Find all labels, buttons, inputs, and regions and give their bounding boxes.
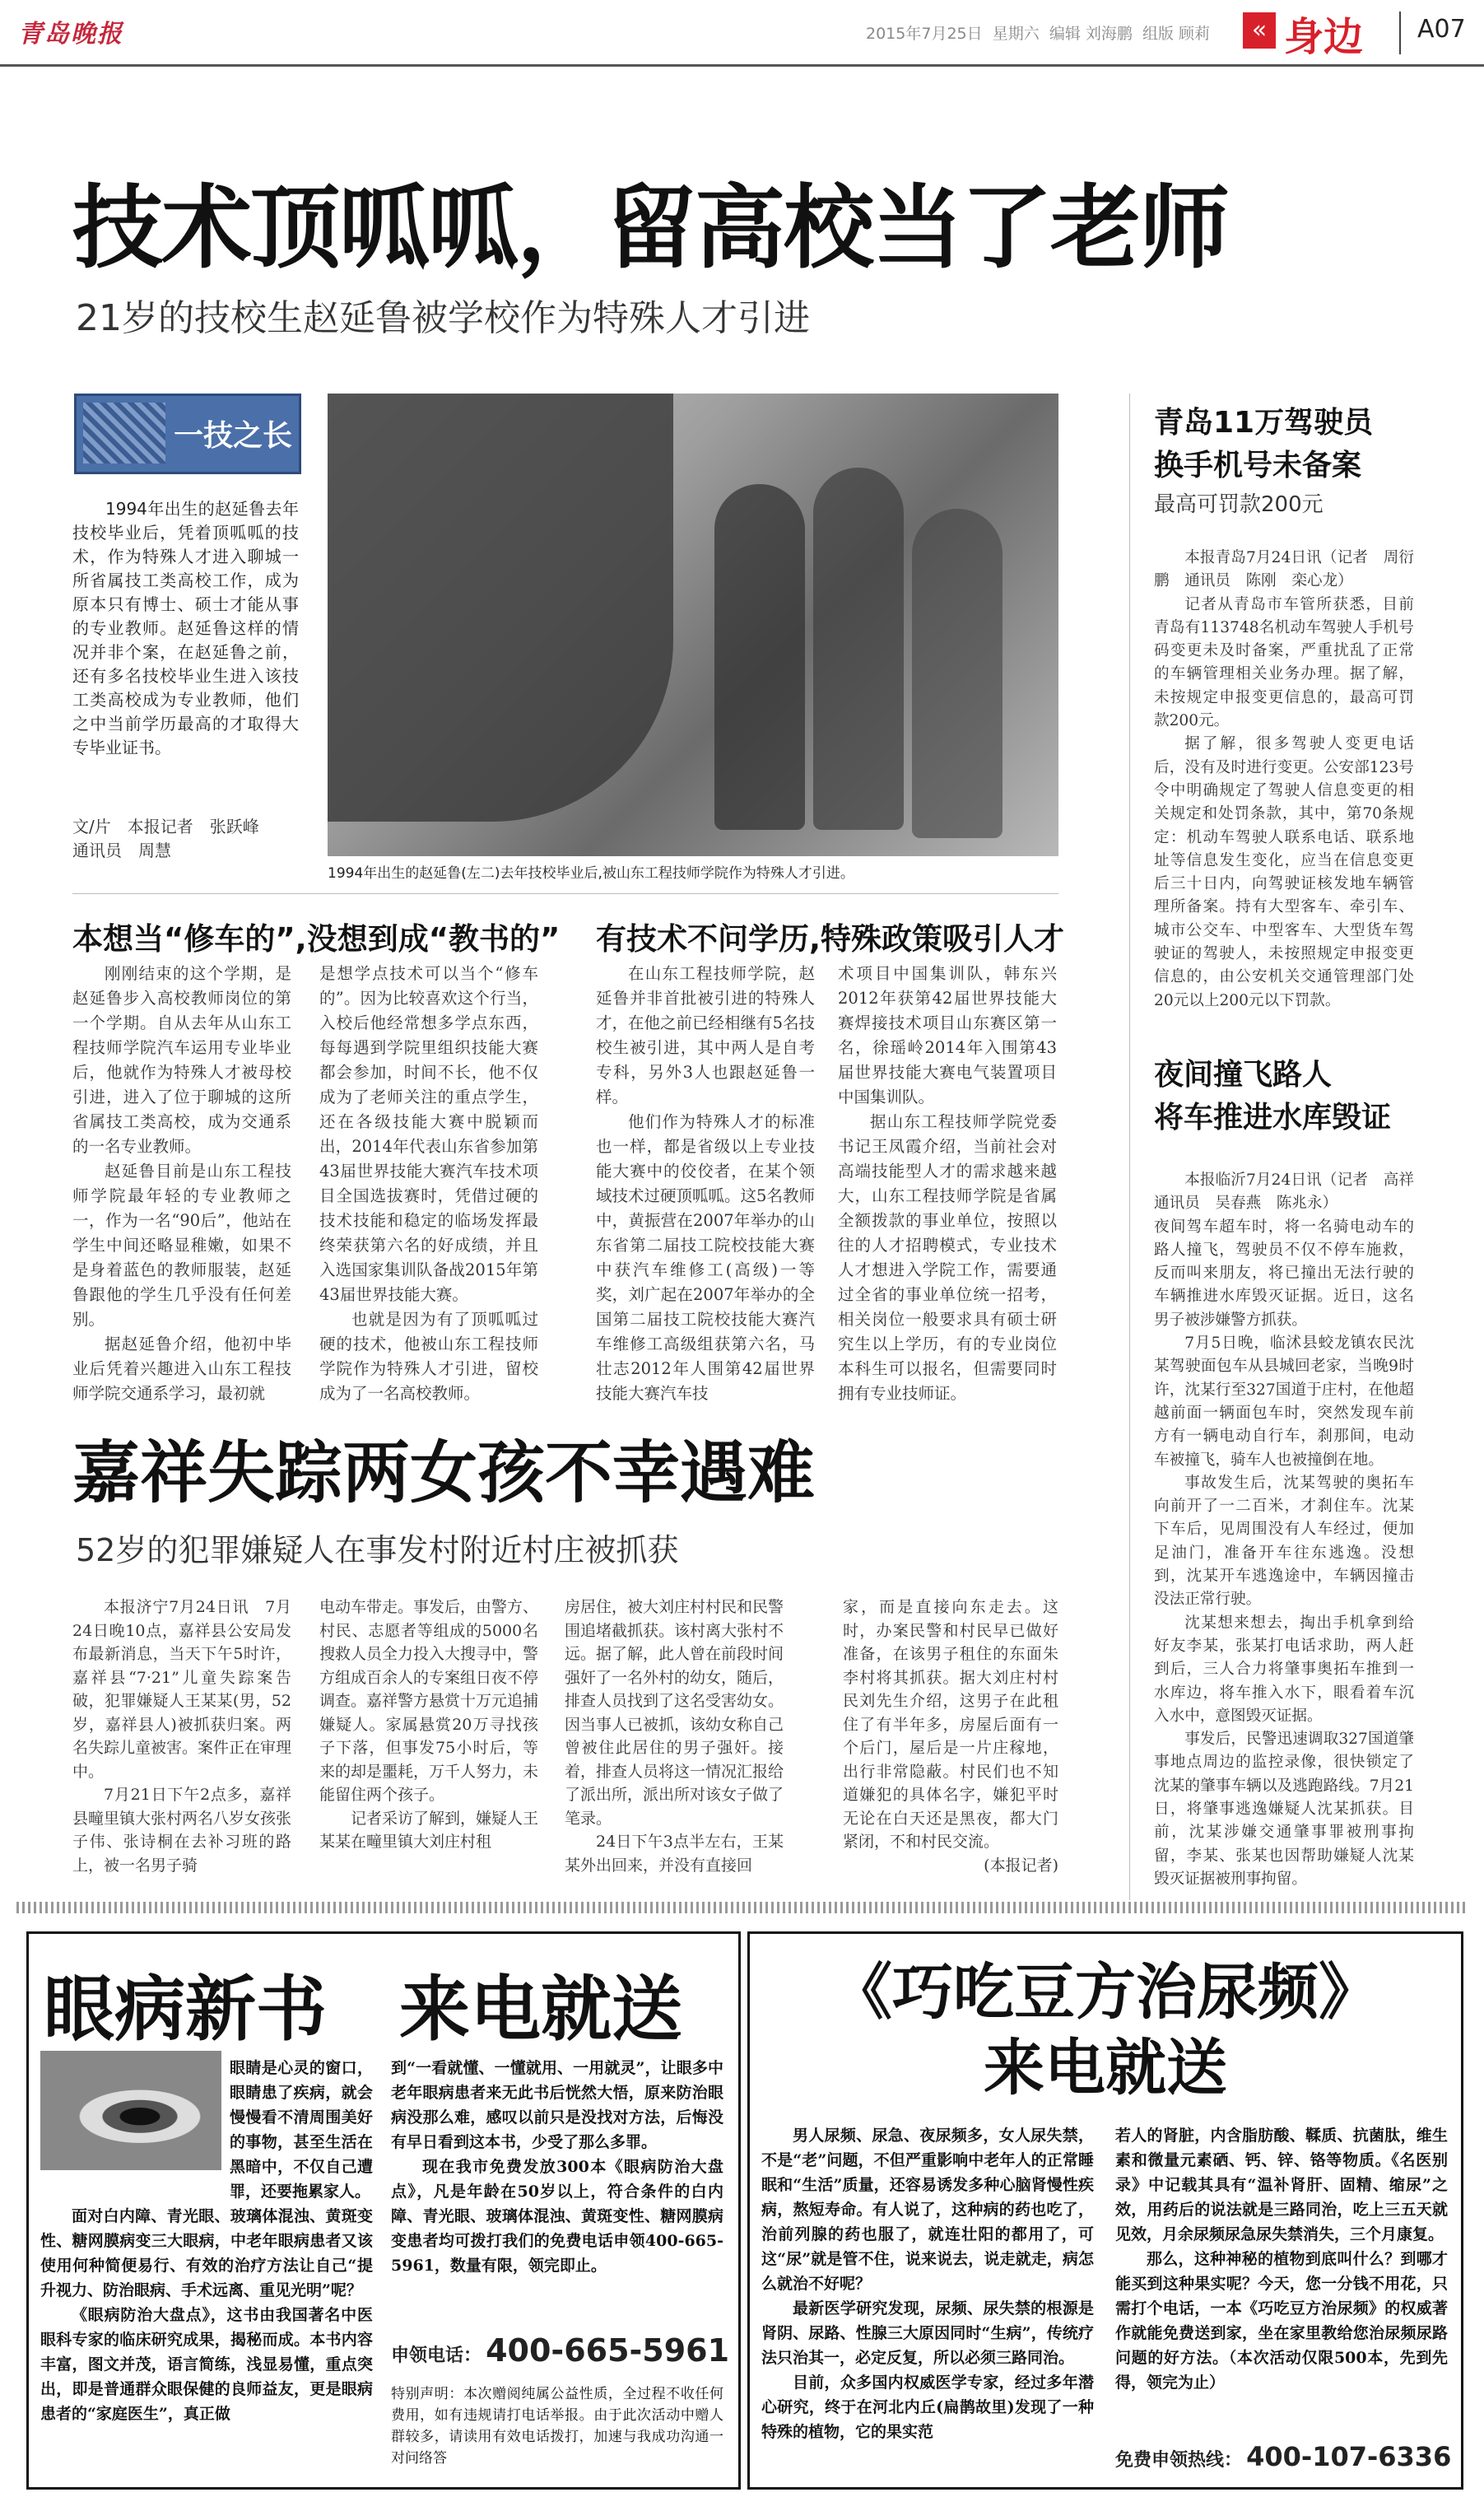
car-body — [328, 394, 673, 822]
date-text: 2015年7月25日 — [866, 25, 983, 43]
story1-byline — [72, 815, 259, 863]
col-paragraph: 是想学点技术可以当个“修车的”。因为比较喜欢这个行当，入校后他经常想多学点东西，每每遇到学院里组织技能大赛都会参加，时间不长，他不仅成为了老师关注的重点学生，还在各级技能大赛中脱颖而出，2014年代表山东省参加第43届世界技能大赛汽车技术项目全国选拔赛时，凭借过硬的技术技能和稳定的临场发挥最终荣获第六名的好成绩，并且入选国家集训队备战2015年第43届世界技能大赛。 — [319, 964, 538, 1304]
person-silhouette — [813, 468, 904, 830]
col-paragraph: 刚刚结束的这个学期，是赵延鲁步入高校教师岗位的第一个学期。自从去年从山东工程技师学院汽车运用专业毕业后，他就作为特殊人才被母校引进，进入了位于聊城的这所省属技工类高校，成为交通系的一名专业教师。 — [72, 964, 291, 1156]
ad1-hotline-number: 400-665-5961 — [486, 2332, 730, 2369]
ad1-paragraph: 《眼病防治大盘点》，这书由我国著名中医眼科专家的临床研究成果，揭秘而成。本书内容丰富，图文并茂，语言简练，浅显易懂，重点突出，即是普通群众眼保健的良师益友，更是眼病患者的“家庭医生”，真正做 — [40, 2306, 373, 2423]
story1-col-1 — [72, 962, 291, 1406]
page-number: A07 — [1417, 15, 1466, 44]
badge-label: 一技之长 — [174, 419, 293, 453]
col-paragraph: 电动车带走。事发后，由警方、村民、志愿者等组成的5000名搜救人员全力投入大搜寻中，警方组成百余人的专案组日夜不停调查。嘉祥警方悬赏十万元追捕嫌疑人。家属悬赏20万寻找孩子下落，但事发75小时后，等来的却是噩耗，万千人努力，未能留住两个孩子。 — [319, 1598, 539, 1804]
masthead-divider — [1399, 12, 1401, 54]
sidebar2-title-line-1: 夜间撞飞路人 — [1154, 1058, 1333, 1092]
col-paragraph: 本报济宁7月24日讯 7月24日晚10点，嘉祥县公安局发布最新消息，当天下午5时许，嘉祥县“7·21”儿童失踪案告破，犯罪嫌疑人王某某(男，52岁，嘉祥县人)被抓获归案。两名失踪儿童被害。案件正在审理中。 — [72, 1598, 292, 1781]
ad2-title-line-1: 《巧吃豆方治尿频》 — [831, 1957, 1379, 2028]
sidebar1-body — [1154, 547, 1414, 1013]
ad1-title-right: 来电就送 — [399, 1968, 682, 2051]
col-paragraph: 术项目中国集训队，韩东兴2012年获第42届世界技能大赛焊接技术项目山东赛区第一名，徐瑶岭2014年入围第43届世界技能大赛电气装置项目中国集训队。 — [838, 964, 1057, 1106]
ad-eye-book — [26, 1931, 741, 2490]
sidebar1-paragraph: 本报青岛7月24日讯（记者 周衍鹏 通讯员 陈刚 栾心龙） — [1154, 549, 1414, 590]
ad2-paragraph: 若人的肾脏，内含脂肪酸、鞣质、抗菌肽，维生素和微量元素硒、钙、锌、铬等物质。《名医别录》中记载其具有“温补肾肝、固精、缩尿”之效，用药后的说法就是三路同治，吃上三五天就见效，月余尿频尿急尿失禁消失，三个月康复。 — [1115, 2127, 1448, 2243]
sidebar-divider — [1129, 394, 1130, 1900]
ad2-title-line-2: 来电就送 — [984, 2033, 1227, 2103]
col-paragraph: 记者采访了解到，嫌疑人王某某在疃里镇大刘庄村租 — [319, 1809, 539, 1851]
ad2-paragraph: 那么，这种神秘的植物到底叫什么？到哪才能买到这种果实呢？今天，您一分钱不用花，只需打个电话，一本《巧吃豆方治尿频》的权威著作就能免费送到家，坐在家里教给您治尿频尿路问题的好方法。（本次活动仅限500本，先到先得，领完为止） — [1115, 2250, 1448, 2392]
col-paragraph: 24日下午3点半左右，王某某外出回来，并没有直接回 — [565, 1833, 784, 1875]
ad2-paragraph: 最新医学研究发现，尿频、尿失禁的根源是肾阴、尿路、性腺三大原因同时“生病”，传统疗法只治其一，必定反复，所以必须三路同治。 — [761, 2299, 1094, 2367]
ad1-paragraph: 面对白内障、青光眼、玻璃体混浊、黄斑变性、糖网膜病变三大眼病，中老年眼病患者又该使用何种简便易行、有效的治疗方法让自己“提升视力、防治眼病、手术远离、重见光明”呢？ — [40, 2207, 373, 2299]
byline-line-2: 通讯员 周慧 — [72, 841, 171, 860]
story2-col-4 — [843, 1596, 1058, 1877]
col-paragraph: 据山东工程技师学院党委书记王凤霞介绍，当前社会对高端技能型人才的需求越来越大，山东工程技师学院是省属全额拨款的事业单位，按照以往的人才招聘模式，专业技术人才想进入学院工作，需要通过全省的事业单位统一招考，相关岗位一般要求具有硕士研究生以上学历，有的专业岗位本科生可以报名，但需要同时拥有专业技师证。 — [838, 1112, 1057, 1403]
ad1-paragraph: 现在我市免费发放300本《眼病防治大盘点》，凡是年龄在50岁以上，符合条件的白内障、青光眼、玻璃体混浊、黄斑变性、糖网膜病变患者均可拨打我们的免费电话申领400-665-5961，数量有限，领完即止。 — [391, 2158, 723, 2275]
sidebar2-paragraph: 夜间驾车超车时，将一名骑电动车的路人撞飞，驾驶员不仅不停车施救，反而叫来朋友，将已撞出无法行驶的车辆推进水库毁灭证据。近日，这名男子被涉嫌警方抓获。 — [1154, 1218, 1414, 1329]
ad1-hotline — [391, 2332, 729, 2369]
story1-subheadline: 21岁的技校生赵延鲁被学校作为特殊人才引进 — [76, 297, 810, 339]
sidebar1-subtitle: 最高可罚款200元 — [1154, 492, 1324, 517]
ad1-notice-text: 特别声明：本次赠阅纯属公益性质，全过程不收任何费用，如有违规请打电话举报。由于此次活动中赠人群较多，请读用有效电话拨打，加速与我成功沟通一对问络答 — [391, 2386, 723, 2467]
col-paragraph: 家，而是直接向东走去。这时，办案民警和村民早已做好准备，在该男子租住的东面朱李村将其抓获。据大刘庄村村民刘先生介绍，这男子在此租住了有半年多，房屋后面有一个后门，屋后是一片庄稼地，出行非常隐蔽。村民们也不知道嫌犯的具体名字，嫌犯平时无论在白天还是黑夜，都大门紧闭，不和村民交流。 — [843, 1598, 1058, 1851]
ad1-col-2 — [391, 2056, 723, 2278]
ad1-notice — [391, 2383, 723, 2469]
masthead — [0, 0, 1484, 91]
story1-intro — [72, 497, 299, 760]
ad1-col-1 — [40, 2056, 373, 2426]
col-paragraph: 也就是因为有了顶呱呱过硬的技术，他被山东工程技师学院作为特殊人才引进，留校成为了一名高校教师。 — [319, 1310, 538, 1403]
section-chevron-icon: « — [1243, 12, 1276, 49]
col-paragraph: 房居住，被大刘庄村村民和民警围追堵截抓获。该村离大张村不远。据了解，此人曾在前段时间强奸了一名外村的幼女，随后，排查人员找到了这名受害幼女。因当事人已被抓，该幼女称自己曾被住此居住的男子强奸。接着，排查人员将这一情况汇报给了派出所，派出所对该女子做了笔录。 — [565, 1598, 784, 1828]
col-paragraph: 在山东工程技师学院，赵延鲁并非首批被引进的特殊人才，在他之前已经相继有5名技校生被引进，其中两人是自考专科，另外3人也跟赵延鲁一样。 — [596, 964, 815, 1106]
sidebar2-body — [1154, 1169, 1430, 1891]
ad2-col-2 — [1115, 2123, 1448, 2395]
col-paragraph: 他们作为特殊人才的标准也一样，都是省级以上专业技能大赛中的佼佼者，在某个领域技术过硬顶呱呱。这5名教师中，黄振营在2007年举办的山东省第二届技工院校技能大赛中获汽车维修工(高级)一等奖，刘广起在2007年举办的全国第二届技工院校技能大赛汽车维修工高级组获第六名，马壮志2012年人围第42届世界技能大赛汽车技 — [596, 1112, 815, 1403]
sidebar1-paragraph: 据了解，很多驾驶人变更电话后，没有及时进行变更。公安部123号令中明确规定了驾驶人信息变更的相关规定和处罚条款，其中，第70条规定：机动车驾驶人联系电话、联系地址等信息发生变化，应当在信息变更后三十日内，向驾驶证核发地车辆管理所备案。持有大型客车、牵引车、城市公交车、中型客车、大型货车驾驶证的驾驶人，未按照规定申报变更信息的，由公安机关交通管理部门处20元以上200元以下罚款。 — [1154, 735, 1414, 1009]
sidebar1-paragraph: 记者从青岛市车管所获悉，目前青岛有113748名机动车驾驶人手机号码变更未及时备案，严重扰乱了正常的车辆管理相关业务办理。据了解，未按规定申报变更信息的，最高可罚款200元。 — [1154, 595, 1414, 730]
issue-date — [866, 21, 1210, 44]
weekday-text: 星期六 — [992, 25, 1040, 43]
sidebar1-title-line-2: 换手机号未备案 — [1154, 449, 1362, 482]
ad1-title-left: 眼病新书 — [44, 1968, 327, 2051]
ad-urinary-book — [747, 1931, 1463, 2490]
person-silhouette — [714, 484, 805, 830]
ad1-paragraph: 眼睛是心灵的窗口，眼睛患了疾病，就会慢慢看不清周围美好的事物，甚至生活在黑暗中，不仅自己遭罪，还要拖累家人。 — [230, 2059, 373, 2201]
ad1-paragraph: 到“一看就懂、一懂就用、一用就灵”，让眼多中老年眼病患者来无此书后恍然大悟，原来防治眼病没那么难，感叹以前只是没找对方法，后悔没有早日看到这本书，少受了那么多罪。 — [391, 2059, 723, 2151]
ad2-paragraph: 目前，众多国内权威医学专家，经过多年潜心研究，终于在河北内丘(扁鹊故里)发现了一种特殊的植物，它的果实范 — [761, 2374, 1094, 2441]
ad2-col-1 — [761, 2123, 1094, 2444]
story1-col-3 — [596, 962, 815, 1406]
section-name: 身边 — [1284, 14, 1364, 60]
sidebar2-paragraph: 7月5日晚，临沭县蛟龙镇农民沈某驾驶面包车从县城回老家，当晚9时许，沈某行至327国道于庄村，在他超越前面一辆面包车时，突然发现车前方有一辆电动自行车，刹那间，电动车被撞飞，骑车人也被撞倒在地。 — [1154, 1335, 1414, 1469]
sidebar2-title — [1154, 1054, 1391, 1139]
paper-logo: 青岛晚报 — [18, 20, 123, 49]
sidebar2-paragraph: 沈某想来想去，掏出手机拿到给好友李某，张某打电话求助，两人赶到后，三人合力将肇事奥拓车推到一水库边，将车推入水下，眼看着车沉入水中，意图毁灭证据。 — [1154, 1614, 1414, 1725]
story1-col-2 — [319, 962, 538, 1406]
byline-line-1: 文/片 本报记者 张跃峰 — [72, 817, 259, 836]
sidebar2-paragraph: 事故发生后，沈某驾驶的奥拓车向前开了一二百米，才刹住车。沈某下车后，见周围没有人车经过，便加足油门，准备开车往东逃逸。没想到，沈某开车逃逸途中，车辆因撞击没法正常行驶。 — [1154, 1474, 1414, 1609]
intro-paragraph: 1994年出生的赵延鲁去年技校毕业后，凭着顶呱呱的技术，作为特殊人才进入聊城一所省属技工类高校工作，成为原本只有博士、硕士才能从事的专业教师。赵延鲁这样的情况并非个案，在赵延鲁之前，还有多名技校毕业生进入该技工类高校成为专业教师，他们之中当前学历最高的才取得大专毕业证书。 — [72, 499, 299, 757]
story2-col-1 — [72, 1596, 291, 1877]
badge-pattern — [83, 403, 165, 464]
story2-subheadline: 52岁的犯罪嫌疑人在事发村附近村庄被抓获 — [76, 1532, 679, 1568]
col-paragraph: 赵延鲁目前是山东工程技师学院最年轻的专业教师之一，作为一名“90后”，他站在学生中间还略显稚嫩，如果不是身着蓝色的教师服装，赵延鲁跟他的学生几乎没有任何差别。 — [72, 1162, 291, 1329]
layout-text: 组版 顾莉 — [1142, 25, 1211, 43]
ad2-hotline — [1115, 2441, 1451, 2472]
person-silhouette — [912, 509, 1003, 838]
sidebar1-title-line-1: 青岛11万驾驶员 — [1154, 406, 1374, 440]
sidebar2-paragraph: 本报临沂7月24日讯（记者 高祥 通讯员 吴春燕 陈兆永） — [1154, 1172, 1430, 1213]
col-paragraph: 据赵延鲁介绍，他初中毕业后凭着兴趣进入山东工程技师学院交通系学习，最初就 — [72, 1335, 291, 1403]
story2-headline: 嘉祥失踪两女孩不幸遇难 — [72, 1434, 816, 1512]
story2-col-3 — [565, 1596, 784, 1877]
story2-signoff: (本报记者) — [984, 1856, 1058, 1875]
editor-text: 编辑 刘海鹏 — [1049, 25, 1133, 43]
sidebar2-title-line-2: 将车推进水库毁证 — [1154, 1101, 1392, 1134]
col-paragraph: 7月21日下午2点多，嘉祥县疃里镇大张村两名八岁女孩张子伟、张诗桐在去补习班的路上，被一名男子骑 — [72, 1786, 292, 1875]
story1-divider — [72, 893, 1058, 894]
story1-headline: 技术顶呱呱，留高校当了老师 — [72, 175, 1228, 281]
sidebar2-paragraph: 事发后，民警迅速调取327国道肇事地点周边的监控录像，很快锁定了沈某的肇事车辆以及逃跑路线。7月21日，将肇事逃逸嫌疑人沈某抓获。目前，沈某涉嫌交通肇事罪被刑事拘留，李某、张某也因帮助嫌疑人沈某毁灭证据被刑事拘留。 — [1154, 1731, 1414, 1888]
masthead-rule — [0, 64, 1484, 67]
ads-separator — [16, 1902, 1465, 1913]
ad2-hotline-number: 400-107-6336 — [1246, 2441, 1452, 2472]
story1-photo — [328, 394, 1058, 856]
skill-badge — [74, 394, 301, 474]
ad2-hotline-label: 免费申领热线： — [1115, 2450, 1243, 2471]
story2-col-2 — [319, 1596, 538, 1854]
section-a-title: 本想当“修车的”,没想到成“教书的” — [72, 921, 561, 957]
photo-caption: 1994年出生的赵延鲁(左二)去年技校毕业后,被山东工程技师学院作为特殊人才引进。 — [328, 865, 854, 882]
ad1-hotline-label: 申领电话： — [391, 2346, 482, 2366]
story1-col-4 — [838, 962, 1057, 1406]
ad2-paragraph: 男人尿频、尿急、夜尿频多，女人尿失禁，不是“老”问题，不但严重影响中老年人的正常睡眠和“生活”质量，还容易诱发多种心脑肾慢性疾病，熬短寿命。有人说了，这种病的药也吃了，治前列腺的药也服了，就连壮阳的都用了，可这“尿”就是管不住，说来说去，说走就走，病怎么就治不好呢？ — [761, 2127, 1094, 2293]
sidebar1-title — [1154, 402, 1373, 487]
section-b-title: 有技术不问学历,特殊政策吸引人才 — [596, 921, 1065, 957]
